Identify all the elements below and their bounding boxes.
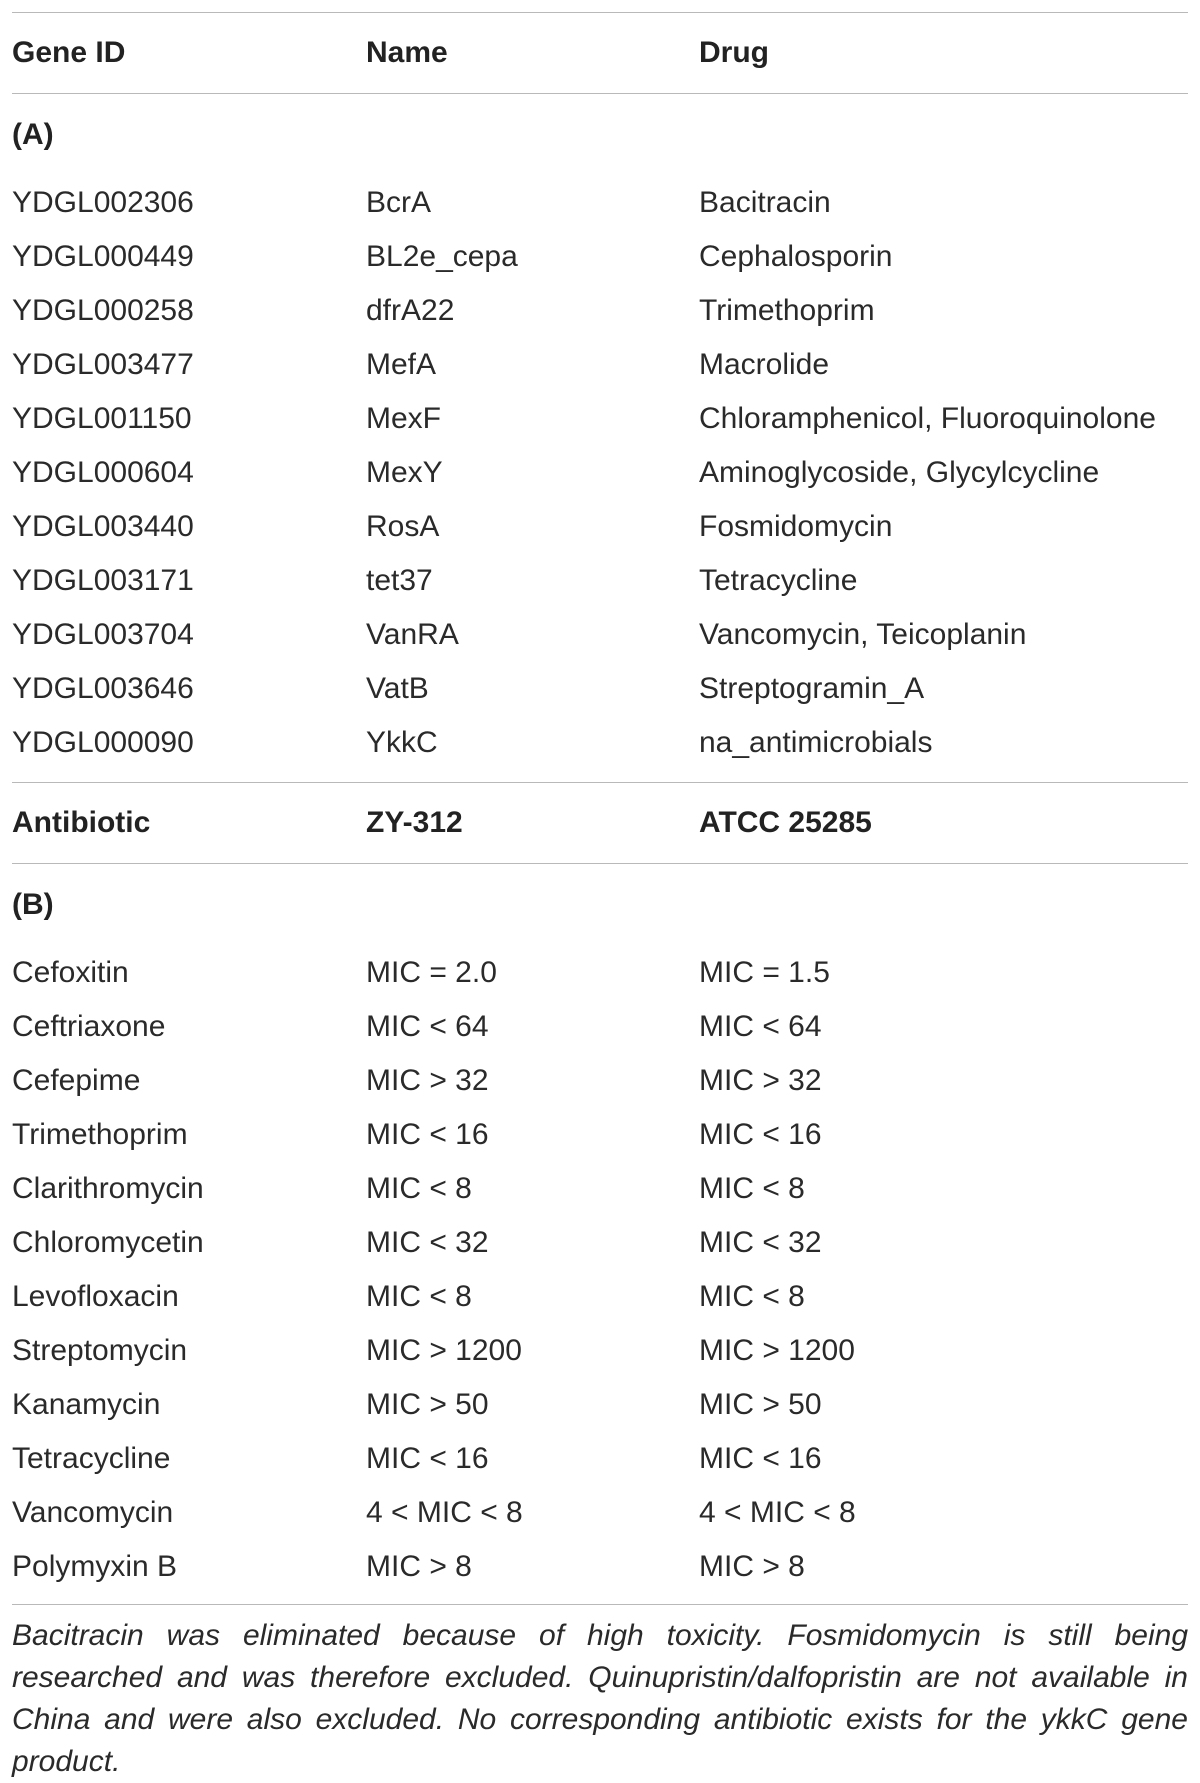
table-row <box>12 176 1188 230</box>
atcc-mic-cell: 4 < MIC < 8 <box>699 1496 856 1529</box>
zy-312-mic-cell: 4 < MIC < 8 <box>366 1496 523 1529</box>
drug-cell: na_antimicrobials <box>699 726 933 759</box>
drug-cell: Cephalosporin <box>699 240 893 273</box>
antibiotic-cell: Cefepime <box>12 1064 141 1097</box>
gene-name-cell: MexY <box>366 456 443 489</box>
table-row <box>12 608 1188 662</box>
zy-312-mic-cell: MIC < 32 <box>366 1226 489 1259</box>
zy-312-mic-cell: MIC > 8 <box>366 1550 472 1583</box>
header-zy-312: ZY-312 <box>366 806 463 839</box>
antibiotic-cell: Chloromycetin <box>12 1226 204 1259</box>
table-row <box>12 1486 1188 1540</box>
table-row <box>12 554 1188 608</box>
zy-312-mic-cell: MIC > 1200 <box>366 1334 522 1367</box>
header-drug: Drug <box>699 36 769 69</box>
table-footnote: Bacitracin was eliminated because of high toxicity. Fosmidomycin is still being researched and was therefore excluded. Quinupristin/dalfopristin are not available in China and were also excluded. No corresponding antibiotic exists for the ykkC gene product. <box>12 1619 1188 1778</box>
antibiotic-cell: Cefoxitin <box>12 956 129 989</box>
table-row <box>12 1540 1188 1594</box>
header-gene-id: Gene ID <box>12 36 126 69</box>
gene-name-cell: BcrA <box>366 186 432 219</box>
gene-name-cell: BL2e_cepa <box>366 240 518 273</box>
table-row <box>12 1270 1188 1324</box>
table-row <box>12 446 1188 500</box>
antibiotic-cell: Streptomycin <box>12 1334 188 1367</box>
section-label-b <box>12 864 1188 946</box>
gene-id-cell: YDGL003440 <box>12 510 194 543</box>
drug-cell: Trimethoprim <box>699 294 875 327</box>
drug-cell: Chloramphenicol, Fluoroquinolone <box>699 402 1156 435</box>
table-row <box>12 392 1188 446</box>
drug-cell: Macrolide <box>699 348 830 381</box>
zy-312-mic-cell: MIC < 64 <box>366 1010 489 1043</box>
gene-name-cell: VanRA <box>366 618 459 651</box>
drug-cell: Streptogramin_A <box>699 672 925 705</box>
gene-id-cell: YDGL000604 <box>12 456 194 489</box>
zy-312-mic-cell: MIC > 50 <box>366 1388 489 1421</box>
gene-name-cell: RosA <box>366 510 440 543</box>
gene-name-cell: MefA <box>366 348 437 381</box>
gene-id-cell: YDGL003646 <box>12 672 194 705</box>
gene-name-cell: tet37 <box>366 564 433 597</box>
gene-id-cell: YDGL003477 <box>12 348 194 381</box>
table-row <box>12 1324 1188 1378</box>
antibiotic-cell: Levofloxacin <box>12 1280 179 1313</box>
atcc-mic-cell: MIC < 8 <box>699 1172 805 1205</box>
table-row <box>12 716 1188 770</box>
antibiotic-cell: Clarithromycin <box>12 1172 204 1205</box>
header-name: Name <box>366 36 448 69</box>
table-row <box>12 500 1188 554</box>
gene-name-cell: dfrA22 <box>366 294 455 327</box>
table-row <box>12 1432 1188 1486</box>
header-antibiotic: Antibiotic <box>12 806 151 839</box>
atcc-mic-cell: MIC > 50 <box>699 1388 822 1421</box>
drug-cell: Aminoglycoside, Glycylcycline <box>699 456 1100 489</box>
table-row <box>12 1162 1188 1216</box>
atcc-mic-cell: MIC > 8 <box>699 1550 805 1583</box>
table-row <box>12 230 1188 284</box>
antibiotic-cell: Kanamycin <box>12 1388 161 1421</box>
gene-id-cell: YDGL003704 <box>12 618 194 651</box>
section-label-a <box>12 94 1188 176</box>
header-row-a <box>12 13 1188 93</box>
drug-cell: Tetracycline <box>699 564 858 597</box>
table-row <box>12 1108 1188 1162</box>
drug-cell: Fosmidomycin <box>699 510 893 543</box>
antibiotic-resistance-table <box>12 12 1188 1783</box>
table-row <box>12 662 1188 716</box>
gene-name-cell: MexF <box>366 402 441 435</box>
header-row-b <box>12 783 1188 863</box>
antibiotic-cell: Vancomycin <box>12 1496 174 1529</box>
gene-id-cell: YDGL000258 <box>12 294 194 327</box>
atcc-mic-cell: MIC < 16 <box>699 1118 822 1151</box>
gene-id-cell: YDGL000449 <box>12 240 194 273</box>
section-a-label: (A) <box>12 118 54 151</box>
table-row <box>12 1054 1188 1108</box>
drug-cell: Vancomycin, Teicoplanin <box>699 618 1027 651</box>
gene-id-cell: YDGL003171 <box>12 564 194 597</box>
atcc-mic-cell: MIC = 1.5 <box>699 956 830 989</box>
gene-id-cell: YDGL001150 <box>12 402 192 435</box>
gene-id-cell: YDGL002306 <box>12 186 194 219</box>
zy-312-mic-cell: MIC > 32 <box>366 1064 489 1097</box>
header-atcc-25285: ATCC 25285 <box>699 806 872 839</box>
gene-rows <box>12 176 1188 770</box>
table-row <box>12 1378 1188 1432</box>
atcc-mic-cell: MIC > 32 <box>699 1064 822 1097</box>
zy-312-mic-cell: MIC < 8 <box>366 1172 472 1205</box>
table-row <box>12 1216 1188 1270</box>
atcc-mic-cell: MIC < 16 <box>699 1442 822 1475</box>
table-row <box>12 946 1188 1000</box>
gene-id-cell: YDGL000090 <box>12 726 194 759</box>
atcc-mic-cell: MIC < 8 <box>699 1280 805 1313</box>
table-row <box>12 1000 1188 1054</box>
table-row <box>12 284 1188 338</box>
antibiotic-cell: Tetracycline <box>12 1442 171 1475</box>
antibiotic-cell: Trimethoprim <box>12 1118 188 1151</box>
zy-312-mic-cell: MIC = 2.0 <box>366 956 497 989</box>
zy-312-mic-cell: MIC < 16 <box>366 1442 489 1475</box>
antibiotic-rows <box>12 946 1188 1594</box>
zy-312-mic-cell: MIC < 8 <box>366 1280 472 1313</box>
atcc-mic-cell: MIC < 64 <box>699 1010 822 1043</box>
atcc-mic-cell: MIC > 1200 <box>699 1334 855 1367</box>
gene-name-cell: YkkC <box>366 726 438 759</box>
table-row <box>12 338 1188 392</box>
section-b-label: (B) <box>12 888 54 921</box>
atcc-mic-cell: MIC < 32 <box>699 1226 822 1259</box>
antibiotic-cell: Ceftriaxone <box>12 1010 166 1043</box>
antibiotic-cell: Polymyxin B <box>12 1550 178 1583</box>
zy-312-mic-cell: MIC < 16 <box>366 1118 489 1151</box>
drug-cell: Bacitracin <box>699 186 831 219</box>
gene-name-cell: VatB <box>366 672 429 705</box>
